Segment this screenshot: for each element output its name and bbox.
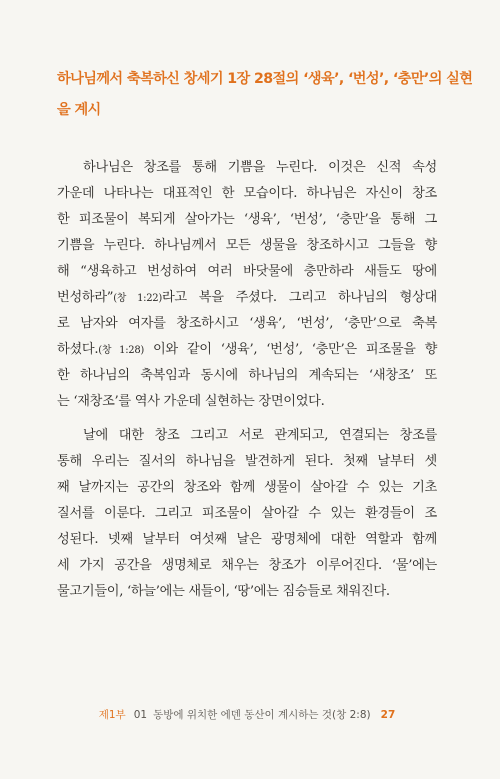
footer-chapter-title: 동방에 위치한 에덴 동산이 계시하는 것(창 2:8)	[153, 709, 371, 721]
paragraph-line: 기쁨을 누린다. 하나님께서 모든 생물을 창조하시고 그들을 향	[57, 238, 437, 253]
paragraph-line: 로 남자와 여자를 창조하시고 ‘생육’, ‘번성’, ‘충만’으로 축복	[57, 316, 437, 331]
paragraph-line	[57, 337, 437, 363]
footer-chapter-number: 01	[133, 709, 148, 721]
paragraph-line: 째 날까지는 공간의 창조와 함께 생물이 살아갈 수 있는 기초	[57, 480, 437, 495]
paragraph-line: 질서를 이룬다. 그리고 피조물이 살아갈 수 있는 환경들이 조	[57, 506, 437, 521]
text-fragment: 이와 같이 ‘생육’, ‘번성’, ‘충만’은 피조물을 향	[144, 342, 438, 357]
bible-reference: (창 1:28)	[98, 345, 145, 356]
paragraph-line: 한 하나님의 축복임과 동시에 하나님의 계속되는 ‘새창조’ 또	[57, 368, 437, 383]
body-text	[57, 155, 437, 605]
text-fragment: 번성하라”	[57, 290, 114, 305]
text-fragment: 라고 복을 주셨다. 그리고 하나님의 형상대	[161, 290, 437, 305]
paragraph-line: 하나님은 창조를 통해 기쁨을 누린다. 이것은 신적 속성	[83, 160, 437, 175]
paragraph-line: 물고기들이, ‘하늘’에는 새들이, ‘땅’에는 짐승들로 채워진다.	[57, 584, 390, 599]
section-heading	[57, 64, 473, 126]
page-number: 27	[380, 709, 396, 721]
paragraph-1	[57, 155, 437, 415]
paragraph-line: 세 가지 공간을 생명체로 채우는 창조가 이루어진다. ‘물’에는	[57, 558, 437, 573]
paragraph-line: 가운데 나타나는 대표적인 한 모습이다. 하나님은 자신이 창조	[57, 186, 437, 201]
bible-reference: (창 1:22)	[113, 293, 162, 304]
paragraph-line: 는 ‘재창조’를 역사 가운데 실현하는 장면이었다.	[57, 394, 325, 409]
text-fragment: 하셨다.	[57, 342, 99, 357]
paragraph-line: 한 피조물이 복되게 살아가는 ‘생육’, ‘번성’, ‘충만’을 통해 그	[57, 212, 437, 227]
section-heading-line-2: 을 계시	[57, 102, 101, 118]
footer-part-label: 제1부	[98, 709, 126, 721]
paragraph-gap	[57, 415, 437, 423]
paragraph-line: 날에 대한 창조 그리고 서로 관계되고, 연결되는 창조를	[83, 428, 437, 443]
paragraph-2	[57, 423, 437, 605]
paragraph-line	[57, 285, 437, 311]
page-footer	[57, 707, 437, 722]
paragraph-line: 통해 우리는 질서의 하나님을 발견하게 된다. 첫째 날부터 셋	[57, 454, 437, 469]
paragraph-line: 해 “생육하고 번성하여 여러 바닷물에 충만하라 새들도 땅에	[57, 264, 437, 279]
paragraph-line: 성된다. 넷째 날부터 여섯째 날은 광명체에 대한 역할과 함께	[57, 532, 437, 547]
section-heading-line-1: 하나님께서 축복하신 창세기 1장 28절의 ‘생육’, ‘번성’, ‘충만’의 실현	[57, 71, 473, 87]
